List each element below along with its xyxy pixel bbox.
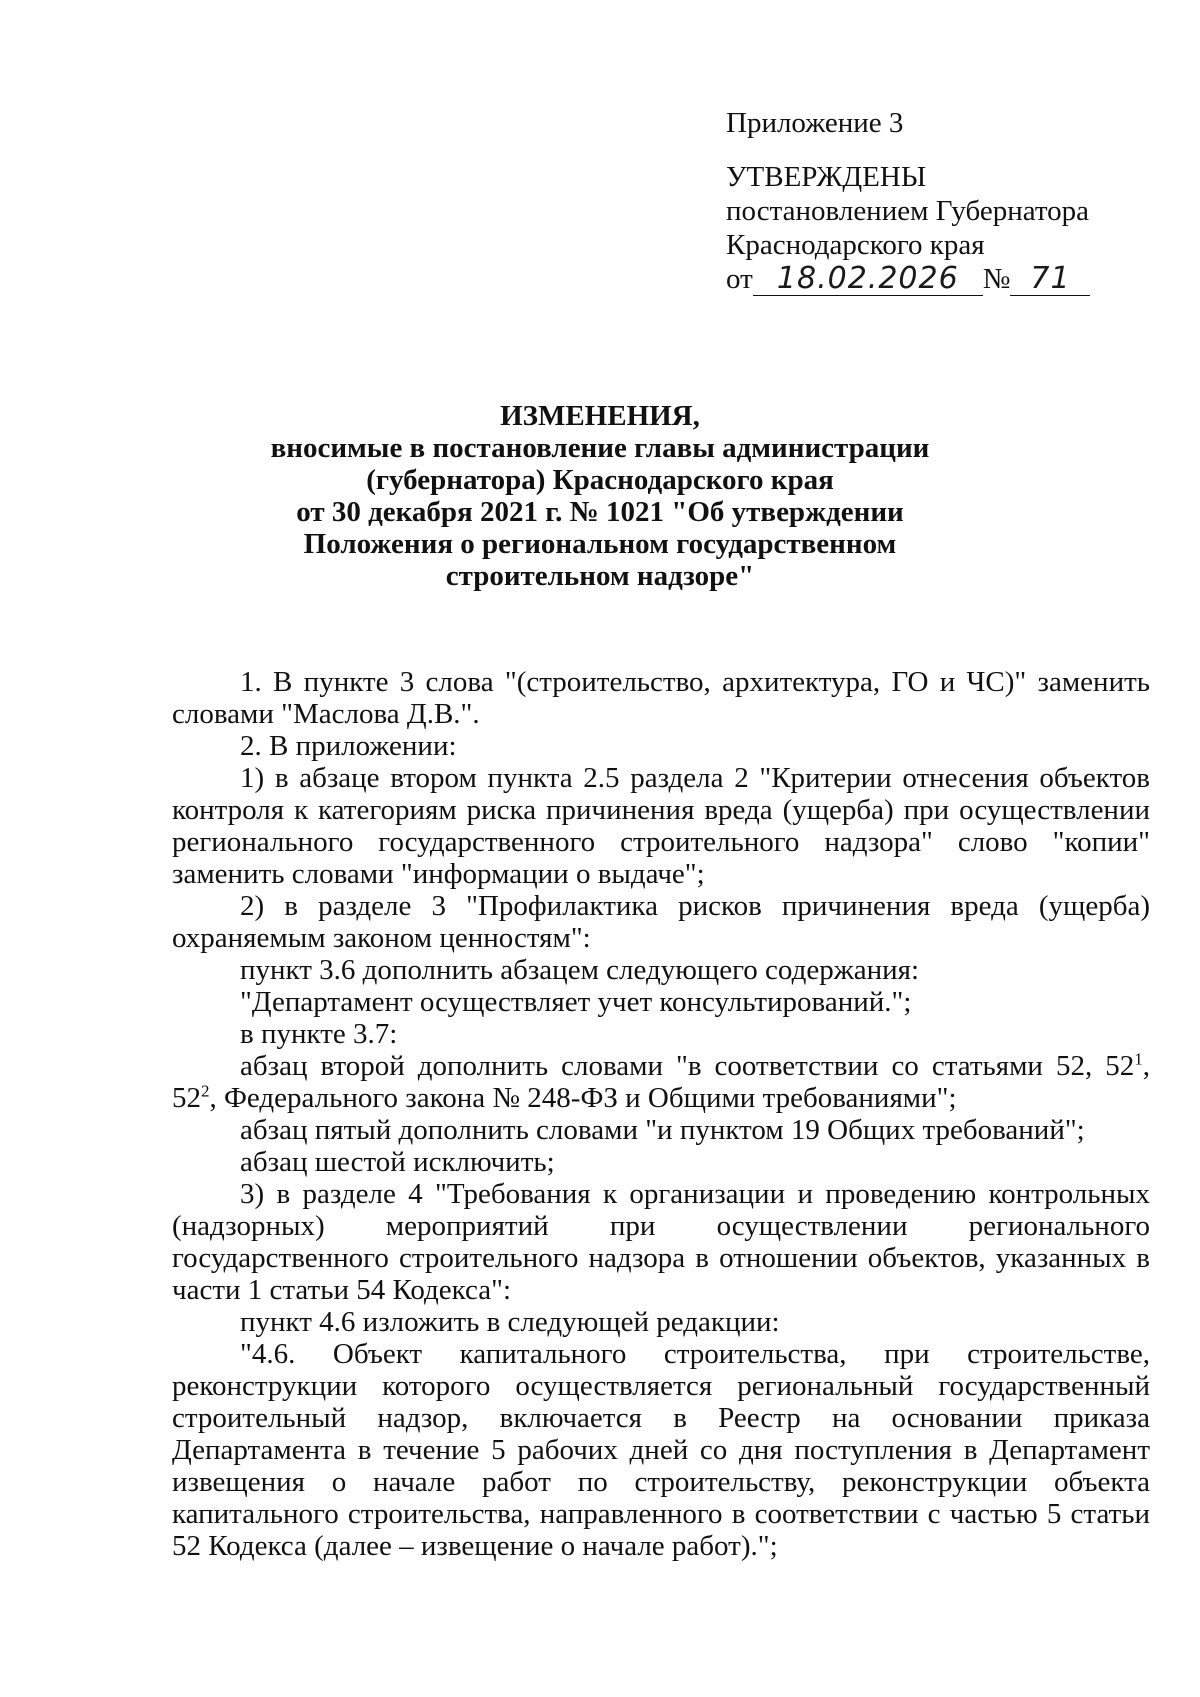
paragraph-11: 3) в разделе 4 "Требования к организации и проведению контрольных (надзорных) мероприятий при осуществлении регионального государственного строительного надзора в отношении объектов, указанных в части 1 статьи 54 Кодекса": (172, 1178, 1150, 1306)
handwritten-number: 71 (1010, 263, 1090, 296)
paragraph-5: пункт 3.6 дополнить абзацем следующего содержания: (240, 954, 920, 986)
paragraph-3: 1) в абзаце втором пункта 2.5 раздела 2 "Критерии отнесения объектов контроля к категориям риска причинения вреда (ущерба) при осуществлении регионального государственного строительного надзора" слово "копии" заменить словами "информации о выдаче"; (172, 762, 1150, 890)
number-label: № (982, 263, 1011, 295)
superscript-1: 1 (1134, 1049, 1143, 1069)
paragraph-13: "4.6. Объект капитального строительства, при строительстве, реконструкции которого осуществляется региональный государственный строительный надзор, включается в Реестр на основании приказа Департамента в течение 5 рабочих дней со дня поступления в Департамент извещения о начале работ по строительству, реконструкции объекта капитального строительства, направленного в соответствии с частью 5 статьи 52 Кодекса (далее – извещение о начале работ)."; (172, 1338, 1150, 1562)
title-line-5: Положения о региональном государственном (303, 528, 897, 560)
title-line-4: от 30 декабря 2021 г. № 1021 "Об утверждении (296, 496, 904, 528)
superscript-2: 2 (201, 1081, 210, 1101)
from-label: от (726, 263, 753, 295)
paragraph-8 (172, 1050, 1150, 1114)
paragraph-8-part-a: абзац второй дополнить словами "в соответствии со статьями 52, 52 (240, 1050, 1135, 1082)
title-line-1: ИЗМЕНЕНИЯ, (500, 400, 700, 432)
paragraph-8-part-c: , Федерального закона № 248-ФЗ и Общими требованиями"; (209, 1082, 957, 1114)
paragraph-2: 2. В приложении: (240, 730, 457, 762)
handwritten-date: 18.02.2026 (753, 263, 983, 296)
approved-label: УТВЕРЖДЕНЫ (726, 161, 927, 193)
paragraph-12: пункт 4.6 изложить в следующей редакции: (240, 1306, 780, 1338)
document-title (0, 400, 1200, 592)
title-line-3: (губернатора) Краснодарского края (366, 464, 834, 496)
paragraph-7: в пункте 3.7: (240, 1018, 398, 1050)
paragraph-10: абзац шестой исключить; (240, 1146, 555, 1178)
approval-line-2: Краснодарского края (726, 229, 985, 261)
approval-line-1: постановлением Губернатора (726, 195, 1090, 227)
paragraph-1: 1. В пункте 3 слова "(строительство, архитектура, ГО и ЧС)" заменить словами "Маслова Д.В.". (172, 666, 1150, 730)
date-number-line (726, 262, 1090, 296)
paragraph-6: "Департамент осуществляет учет консультирований."; (240, 986, 912, 1018)
approval-block (726, 106, 1090, 296)
title-line-2: вносимые в постановление главы администрации (270, 432, 930, 464)
paragraph-8-part-b: , 52 (172, 1050, 1150, 1114)
document-body (172, 666, 1150, 1562)
title-line-6: строительном надзоре" (445, 560, 755, 592)
paragraph-9: абзац пятый дополнить словами "и пунктом 19 Общих требований"; (240, 1114, 1085, 1146)
paragraph-4: 2) в разделе 3 "Профилактика рисков причинения вреда (ущерба) охраняемым законом ценностям": (172, 890, 1150, 954)
appendix-label: Приложение 3 (726, 107, 904, 139)
